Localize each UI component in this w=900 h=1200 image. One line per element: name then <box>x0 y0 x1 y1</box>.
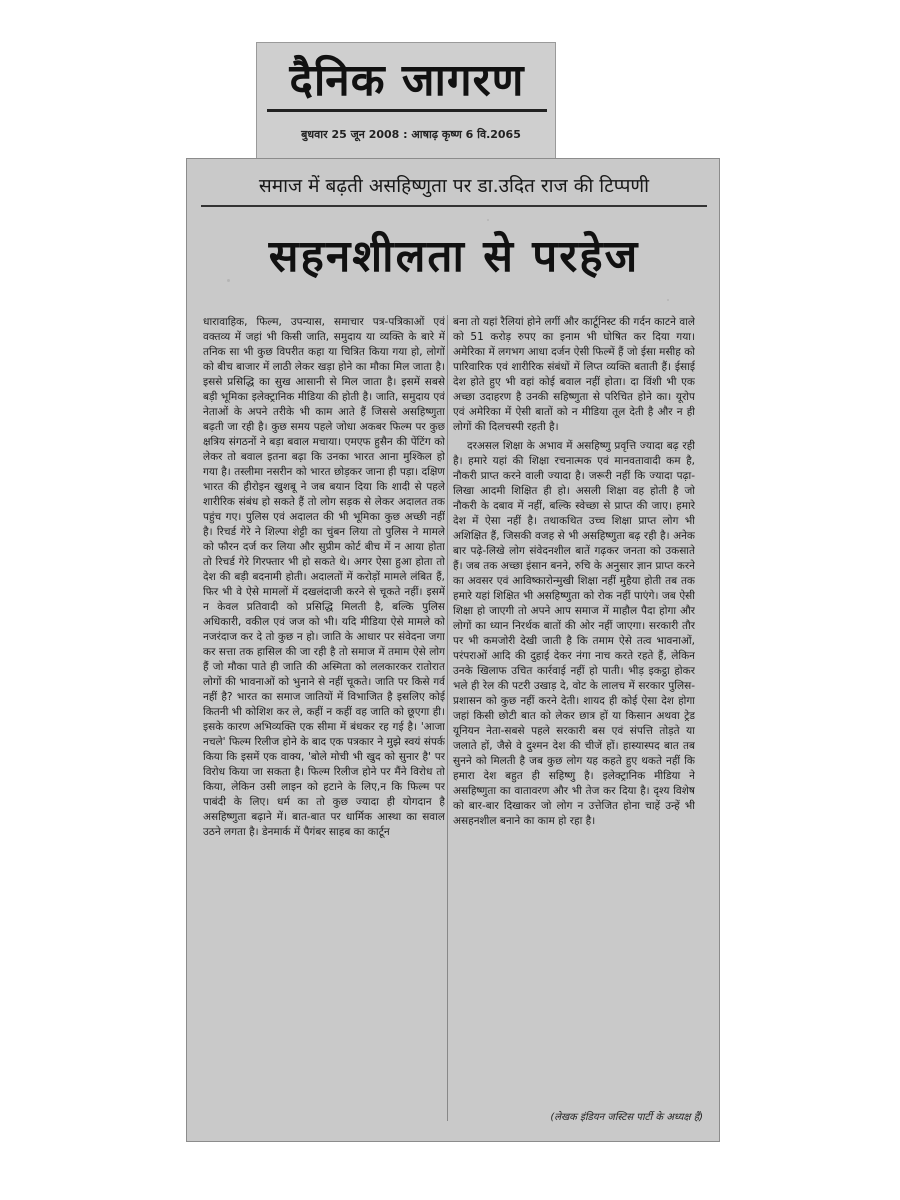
paper-speck <box>667 299 669 301</box>
article-headline: सहनशीलता से परहेज <box>268 231 640 282</box>
paper-speck <box>227 279 230 282</box>
author-byline: (लेखक इंडियन जस्टिस पार्टी के अध्यक्ष हैं) <box>550 1112 703 1123</box>
article-paragraph: धारावाहिक, फिल्म, उपन्यास, समाचार पत्र-पत्रिकाओं एवं वक्तव्य में जहां भी किसी जाति, समुदाय या व्यक्ति के बारे में तनिक सा भी कुछ विपरीत कहा या चित्रित किया गया हो, लोगों को बीच बाजार में लाठी लेकर खड़ा होने का मौका मिल जाता है। इससे प्रसिद्धि का सुख आसानी से मिल जाता है। इसमें सबसे बड़ी भूमिका इलेक्ट्रानिक मीडिया की होती है। जाति, समुदाय एवं नेताओं के अपने तरीके भी काम आते हैं जिससे असहिष्णुता बढ़ती जा रही है। कुछ समय पहले जोधा अकबर फिल्म पर कुछ क्षत्रिय संगठनों ने बड़ा बवाल मचाया। एमएफ हुसैन की पेंटिंग को लेकर तो बवाल इतना बढ़ा कि उनका भारत आना मुश्किल हो गया है। तस्लीमा नसरीन को भारत छोड़कर जाना ही पड़ा। दक्षिण भारत की हीरोइन खुशबू ने जब बयान दिया कि शादी से पहले शारीरिक संबंध हो सकते हैं तो लोग सड़क से लेकर अदालत तक पहुंच गए। पुलिस एवं अदालत की भी भूमिका कुछ अच्छी नहीं है। रिचर्ड गेरे ने शिल्पा शेट्टी का चुंबन लिया तो पुलिस ने मामले को फौरन दर्ज कर लिया और सुप्रीम कोर्ट बीच में न आया होता तो रिचर्ड गेरे गिरफ्तार भी हो सकते थे। अगर ऐसा हुआ होता तो देश की बड़ी बदनामी होती। अदालतों में करोड़ों मामले लंबित हैं, फिर भी वे ऐसे मामलों में दखलंदाजी करने से चूकते नहीं। इसमें न केवल प्रतिवादी को प्रसिद्धि मिलती है, बल्कि पुलिस अधिकारी, वकील एवं जज को भी। यदि मीडिया ऐसे मामले को नजरंदाज कर दे तो कुछ न हो। जाति के आधार पर संवेदना जगा कर सत्ता तक हासिल की जा रही है तो समाज में तमाम ऐसे लोग हैं जो मौका पाते ही जाति की अस्मिता को ललकारकर रातोरात लोगों की भावनाओं को भुनाने से नहीं चूकते। जाति पर किसे गर्व नहीं है? भारत का समाज जातियों में विभाजित है इसलिए कोई कितनी भी कोशिश कर ले, कहीं न कहीं वह जाति को छूएगा ही। इसके कारण अभिव्यक्ति एक सीमा में बंधकर रह गई है। 'आजा नचले' फिल्म रिलीज होने के बाद एक पत्रकार ने मुझे स्वयं संपर्क किया कि इसमें एक वाक्य, 'बोले मोची भी खुद को सुनार है' पर विरोध किया जा सकता है। फिल्म रिलीज होने पर मैंने विरोध तो किया, लेकिन उसी लाइन को हटाने के लिए,न कि फिल्म पर पाबंदी के लिए। धर्म का तो कुछ ज्यादा ही योगदान है असहिष्णुता बढ़ाने में। बात-बात पर धार्मिक आस्था का सवाल उठने लगता है। डेनमार्क में पैगंबर साहब का कार्टून <box>203 316 445 838</box>
newspaper-name: दैनिक जागरण <box>267 53 547 112</box>
newspaper-date-line: बुधवार 25 जून 2008 : आषाढ़ कृष्ण 6 वि.2065 <box>301 128 521 141</box>
article-kicker: समाज में बढ़ती असहिष्णुता पर डा.उदित राज की टिप्पणी <box>201 167 707 207</box>
article-paragraph: बना तो यहां रैलियां होने लगीं और कार्टूनिस्ट की गर्दन काटने वाले को 51 करोड़ रुपए का इनाम भी घोषित कर दिया गया। अमेरिका में लगभग आधा दर्जन ऐसी फिल्में हैं जो ईसा मसीह को पारिवारिक एवं शारीरिक संबंधों में लिप्त व्यक्ति बताती हैं। ईसाई देश होते हुए भी वहां कोई बवाल नहीं होता। दा विंशी भी एक अच्छा उदाहरण है उनकी सहिष्णुता से परिचित होने का। यूरोप एवं अमेरिका में ऐसी बातों को न मीडिया तूल देती है और न ही लोगों की दिलचस्पी रहती है। <box>453 316 695 433</box>
paper-speck <box>487 219 489 221</box>
column-divider <box>447 315 448 1121</box>
article-column-right <box>453 315 695 1131</box>
newspaper-masthead <box>256 42 556 160</box>
article-column-left <box>203 315 445 1131</box>
article-paragraph: दरअसल शिक्षा के अभाव में असहिष्णु प्रवृत्ति ज्यादा बढ़ रही है। हमारे यहां की शिक्षा रचनात्मक एवं मानवतावादी कम है, नौकरी प्राप्त करने वाली ज्यादा है। जरूरी नहीं कि ज्यादा पढ़ा-लिखा आदमी शिक्षित ही हो। असली शिक्षा वह होती है जो नौकरी के दबाव में नहीं, बल्कि स्वेच्छा से प्राप्त की जाए। हमारे देश में ऐसा नहीं है। तथाकथित उच्च शिक्षा प्राप्त लोग भी अशिक्षित हैं, जिसकी वजह से भी असहिष्णुता बढ़ रही है। अनेक बार पढ़े-लिखे लोग संवेदनशील बातें गढ़कर जनता को उकसाते हैं। जब तक अच्छा इंसान बनने, रुचि के अनुसार ज्ञान प्राप्त करने का अवसर एवं आविष्कारोन्मुखी शिक्षा नहीं मुहैया होती तब तक हमारे यहां शिक्षित भी असहिष्णुता को रोक नहीं पाएंगे। जब ऐसी शिक्षा हो जाएगी तो अपने आप समाज में माहौल पैदा होगा और लोगों का ध्यान निरर्थक बातों की ओर नहीं जाएगा। सरकारी तौर पर भी कमजोरी देखी जाती है कि तमाम ऐसे तत्व भावनाओं, परंपराओं आदि की दुहाई देकर नंगा नाच करते रहते हैं, लेकिन उनके खिलाफ उचित कार्रवाई नहीं हो पाती। भीड़ इकट्ठा होकर भले ही रेल की पटरी उखाड़ दे, वोट के लालच में सरकार पुलिस-प्रशासन को कुछ नहीं करने देती। शायद ही कोई ऐसा देश होगा जहां किसी छोटी बात को लेकर छात्र हों या किसान अथवा ट्रेड यूनियन नेता-सबसे पहले सरकारी बस एवं संपत्ति तोड़ते या जलाते हों, जैसे वे दुश्मन देश की चीजें हों। हास्यास्पद बात तब सुनने को मिलती है जब कुछ लोग यह कहते हुए थकते नहीं कि हमारा देश बहुत ही सहिष्णु है। इलेक्ट्रानिक मीडिया ने असहिष्णुता का वातावरण और भी तेज कर दिया है। दृश्य विशेष को बार-बार दिखाकर जो लोग न उत्तेजित होना चाहें उन्हें भी असहनशील बनाने का काम हो रहा है। <box>453 440 695 827</box>
article-clipping <box>186 158 720 1142</box>
